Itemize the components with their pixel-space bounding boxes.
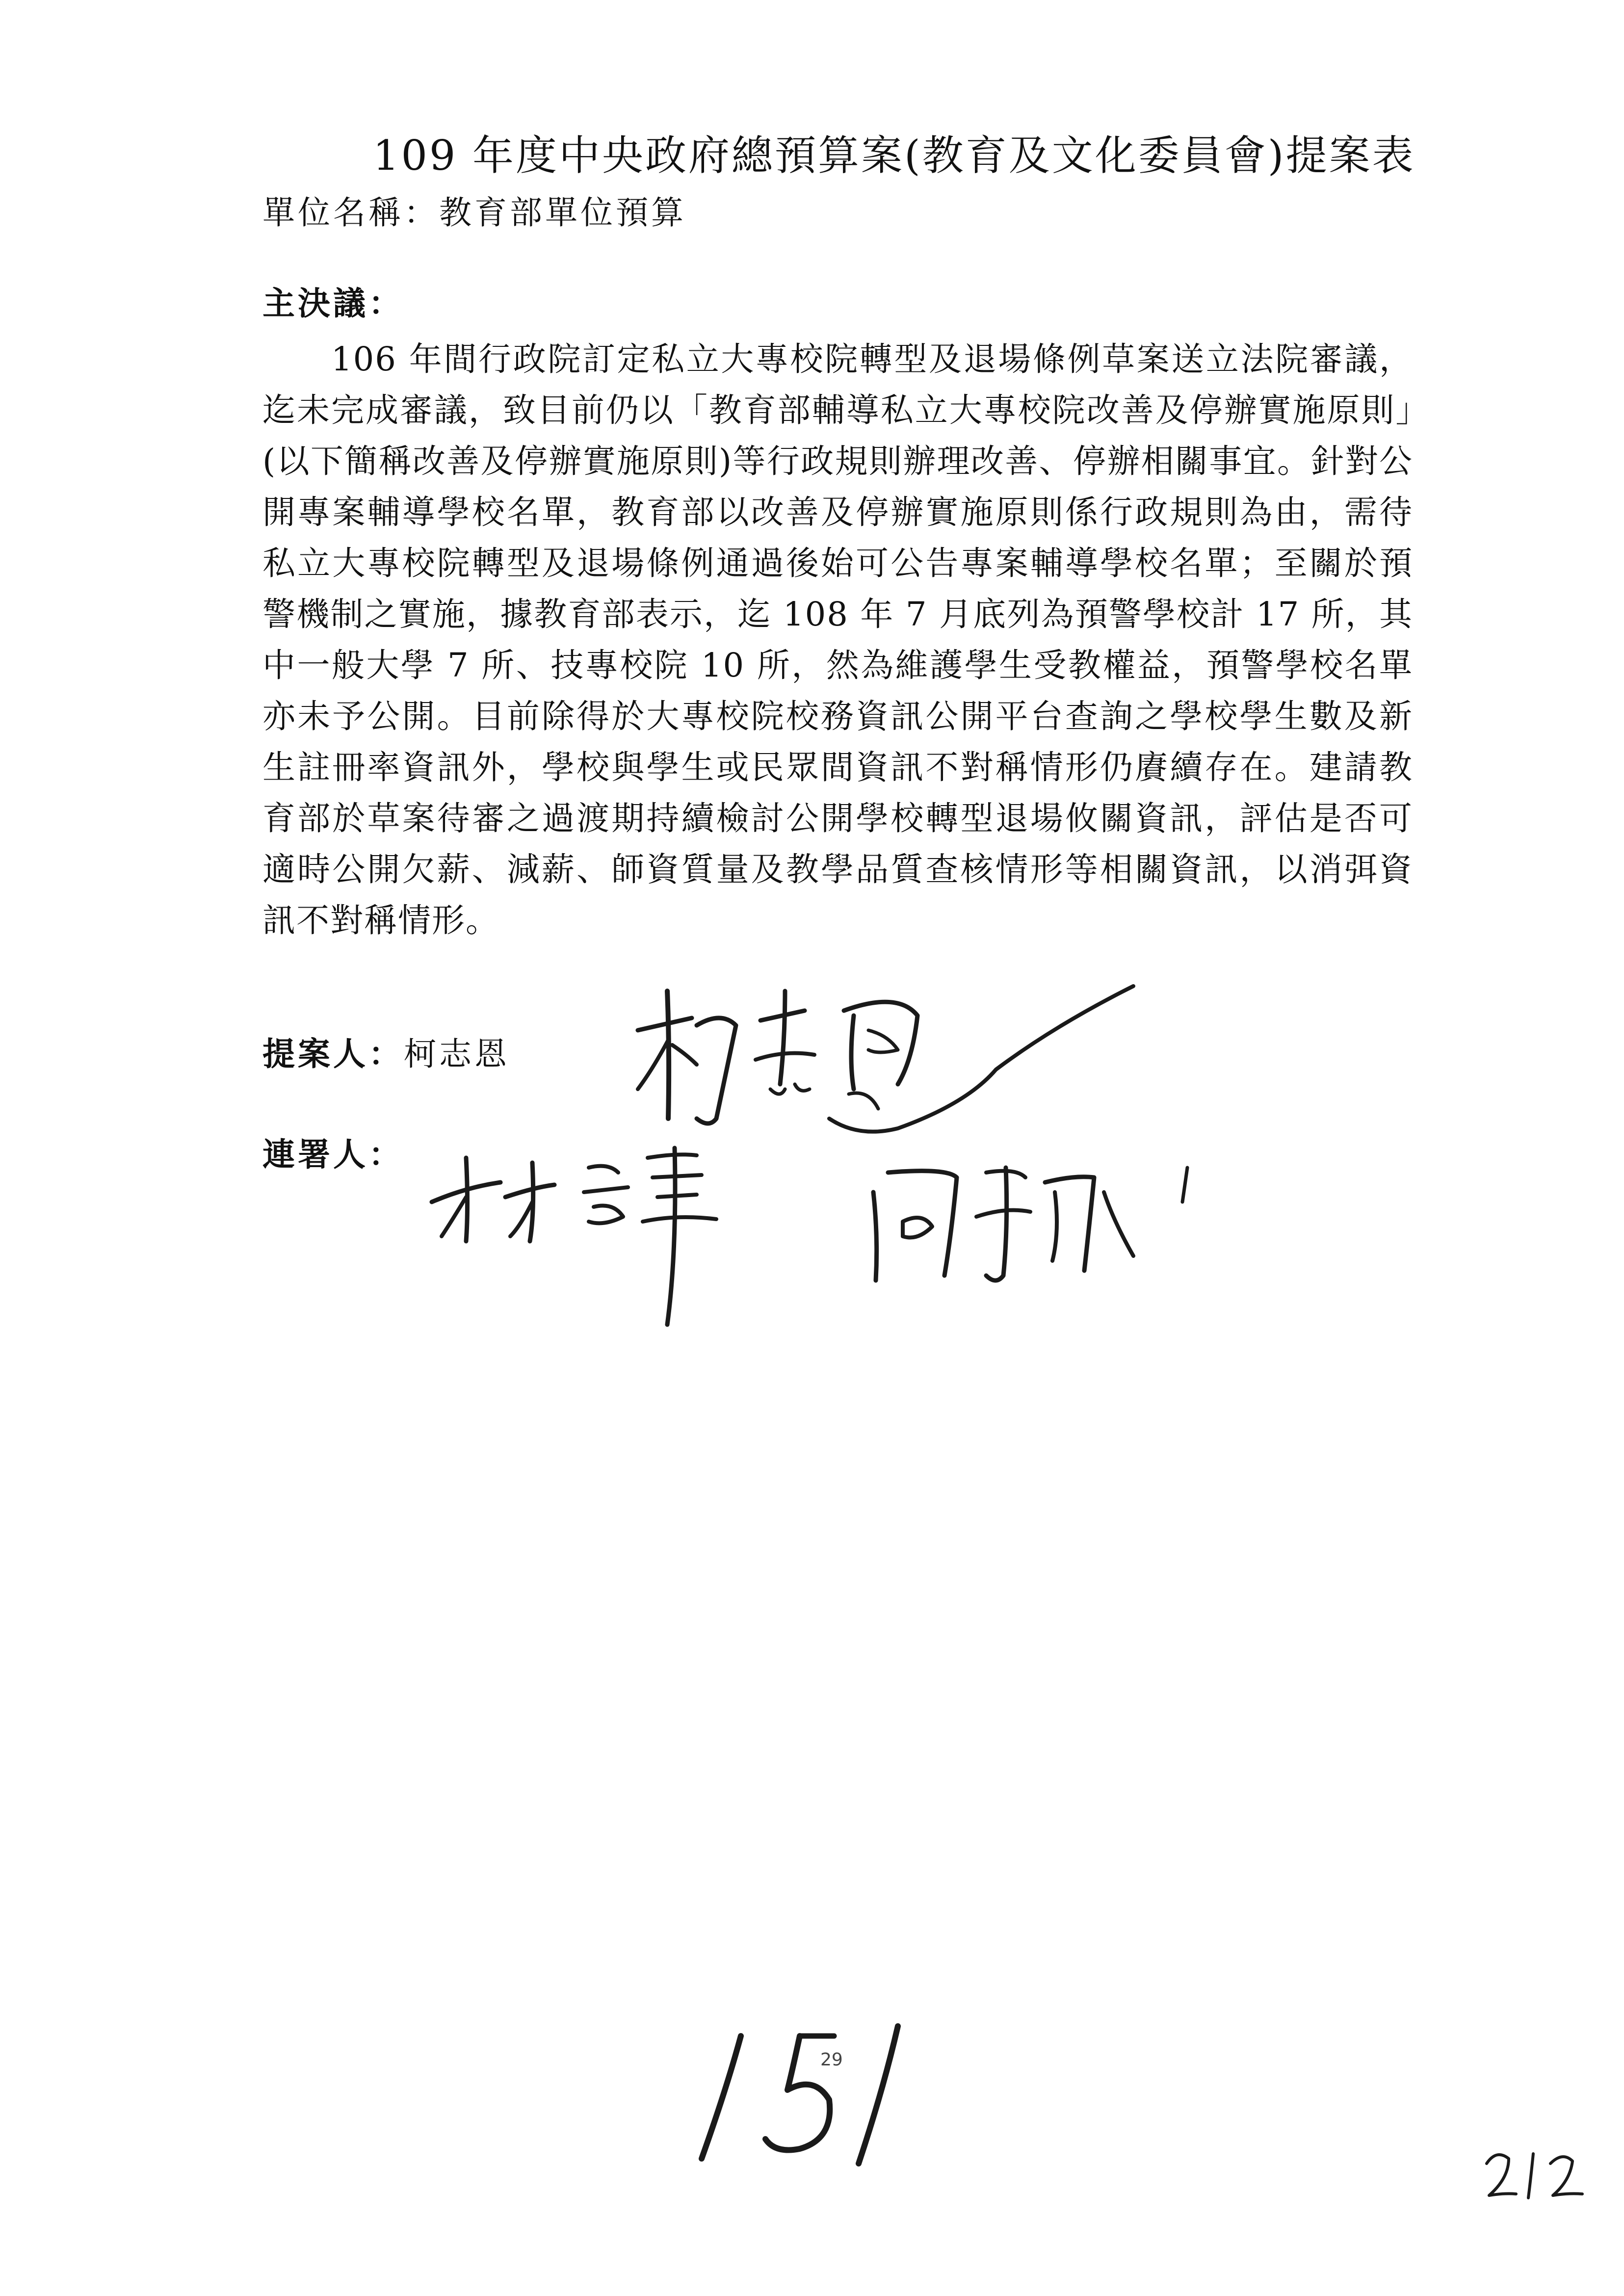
cosigner-signature-1 <box>422 1128 765 1334</box>
proposer-label: 提案人： <box>262 1035 404 1073</box>
handwritten-annotation-151 <box>687 2016 942 2173</box>
proposer-signature <box>623 971 1138 1148</box>
main-resolution-heading: 主決議： <box>262 284 404 322</box>
page-number: 29 <box>820 2050 843 2070</box>
proposer-name: 柯志恩 <box>404 1035 510 1073</box>
cosigner-label: 連署人： <box>262 1135 404 1174</box>
unit-name-line: 單位名稱：教育部單位預算 <box>262 194 686 232</box>
cosigner-row <box>262 1128 404 1175</box>
proposer-row <box>262 1028 510 1074</box>
main-resolution-body: 106 年間行政院訂定私立大專校院轉型及退場條例草案送立法院審議，迄未完成審議，致目前仍以「教育部輔導私立大專校院改善及停辦實施原則」(以下簡稱改善及停辦實施原則)等行政規則辦理改善、停辦相關事宜。針對公開專案輔導學校名單，教育部以改善及停辦實施原則係行政規則為由，需待私立大專校院轉型及退場條例通過後始可公告專案輔導學校名單；至關於預警機制之實施，據教育部表示，迄 108 年 7 月底列為預警學校計 17 所，其中一般大學 7 所、技專校院 10 所，然為維護學生受教權益，預警學校名單亦未予公開。目前除得於大專校院校務資訊公開平台查詢之學校學生數及新生註冊率資訊外，學校與學生或民眾間資訊不對稱情形仍賡續存在。建請教育部於草案待審之過渡期持續檢討公開學校轉型退場攸關資訊，評估是否可適時公開欠薪、減薪、師資質量及教學品質查核情形等相關資訊，以消弭資訊不對稱情形。 <box>262 340 1413 939</box>
cosigner-signature-2 <box>859 1148 1212 1295</box>
document-title: 109 年度中央政府總預算案(教育及文化委員會)提案表 <box>373 131 1415 180</box>
handwritten-annotation-212 <box>1482 2139 1590 2208</box>
